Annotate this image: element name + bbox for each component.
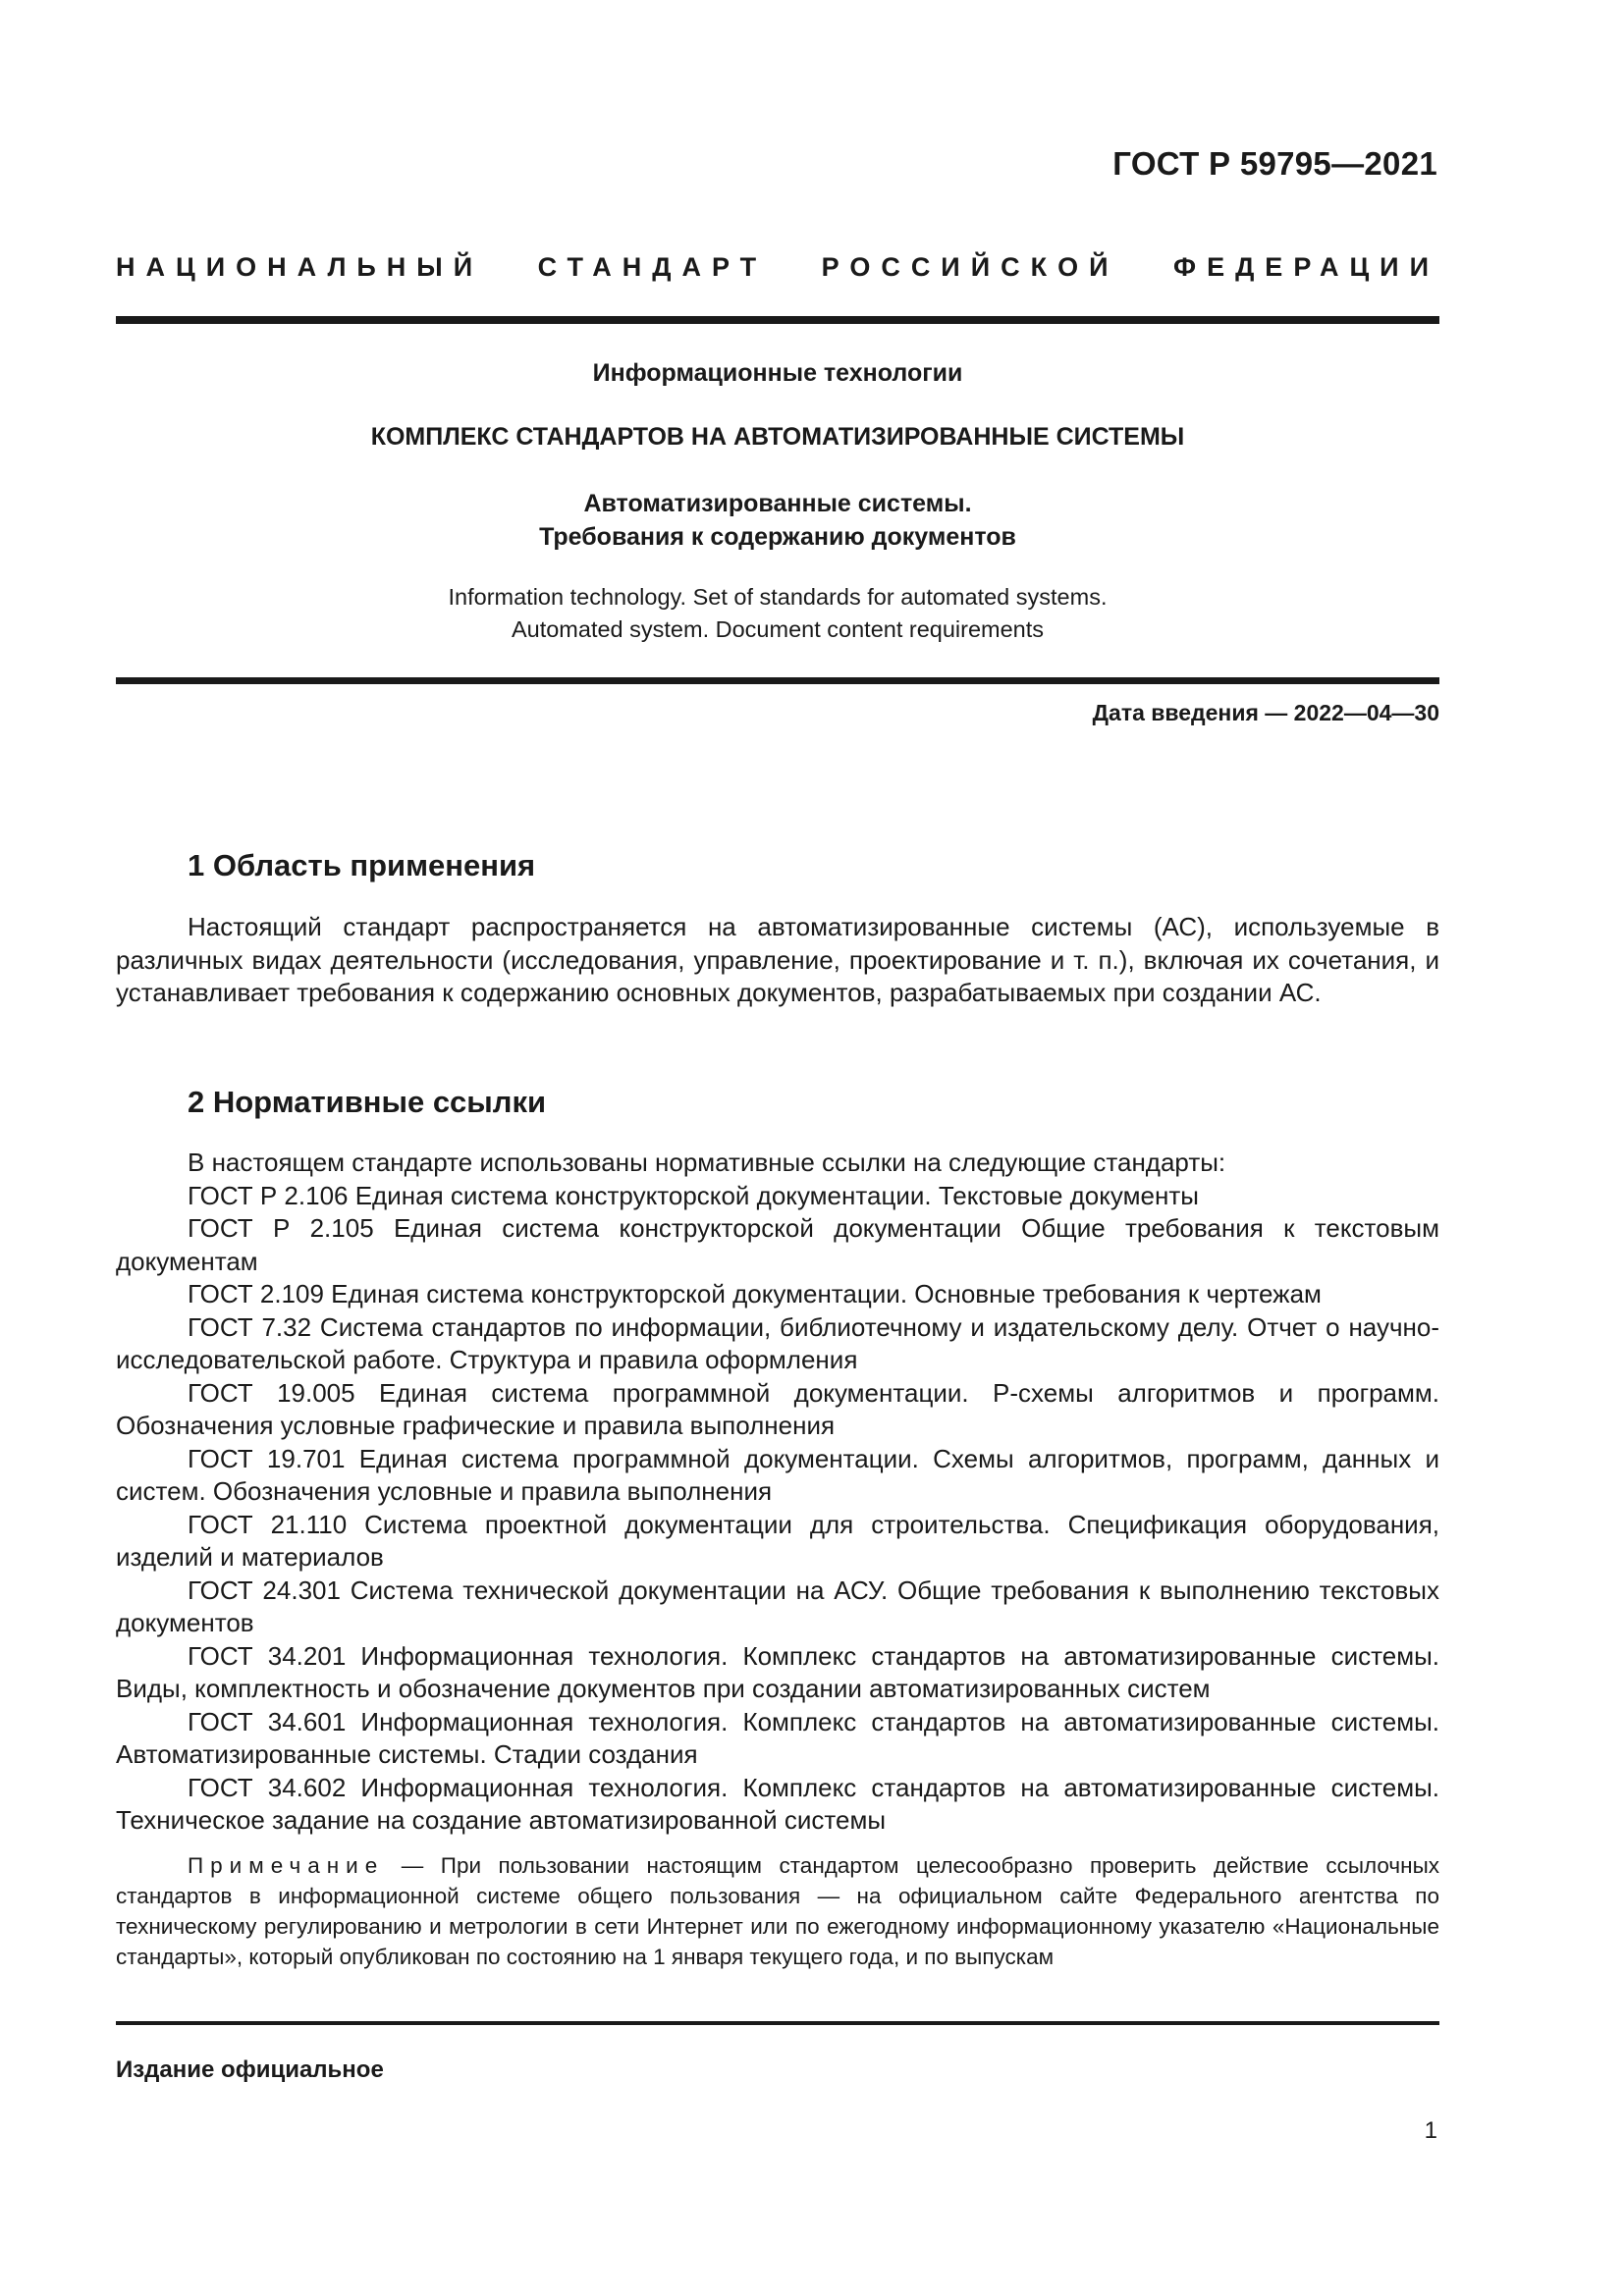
reference-item: ГОСТ 24.301 Система технической документации на АСУ. Общие требования к выполнению текстовых документов [116,1575,1439,1637]
reference-item: ГОСТ 34.602 Информационная технология. Комплекс стандартов на автоматизированные системы. Техническое задание на создание автоматизированной системы [116,1772,1439,1835]
document-title-en [116,581,1439,646]
section-1-heading: 1 Область применения [188,848,536,882]
note-label: Примечание [188,1853,385,1878]
note-paragraph [116,1850,1439,1972]
normative-references-list [116,1147,1439,1838]
official-edition-label: Издание официальное [116,2056,384,2083]
middle-rule [116,677,1439,684]
document-title-en-line2: Automated system. Document content requirements [511,616,1045,642]
reference-item: ГОСТ 34.201 Информационная технология. Комплекс стандартов на автоматизированные системы. Виды, комплектность и обозначение документов при создании автоматизированных систем [116,1640,1439,1703]
section-1-text: Настоящий стандарт распространяется на автоматизированные системы (АС), используемые в различных видах деятельности (исследования, управление, проектирование и т. п.), включая их сочетания, и устанавливает требования к содержанию основных документов, разрабатываемых при создании АС. [116,912,1439,1007]
references-intro: В настоящем стандарте использованы нормативные ссылки на следующие стандарты: [188,1148,1226,1177]
note-text: — При пользовании настоящим стандартом целесообразно проверить действие ссылочных стандартов в информационной системе общего пользования — на официальном сайте Федерального агентства по техническому регулированию и метрологии в сети Интернет или по ежегодному информационному указателю «Национальные стандарты», который опубликован по состоянию на 1 января текущего года, и по выпускам [116,1853,1439,1969]
footer-rule [116,2021,1439,2025]
reference-item: ГОСТ 2.109 Единая система конструкторской документации. Основные требования к чертежам [188,1279,1322,1308]
subject-title: Информационные технологии [592,359,963,387]
reference-item: ГОСТ Р 2.105 Единая система конструкторской документации Общие требования к текстовым документам [116,1213,1439,1276]
section-2-heading: 2 Нормативные ссылки [188,1085,547,1119]
document-title-ru-line1: Автоматизированные системы. [583,490,972,517]
reference-item: ГОСТ Р 2.106 Единая система конструкторской документации. Текстовые документы [188,1180,1199,1210]
document-number: ГОСТ Р 59795—2021 [1112,145,1437,182]
document-title-ru-line2: Требования к содержанию документов [539,523,1016,551]
page-number: 1 [1424,2117,1437,2144]
reference-item: ГОСТ 34.601 Информационная технология. Комплекс стандартов на автоматизированные системы. Автоматизированные системы. Стадии создания [116,1706,1439,1769]
introduction-date: Дата введения — 2022—04—30 [1092,700,1439,725]
reference-item: ГОСТ 19.701 Единая система программной документации. Схемы алгоритмов, программ, данных и систем. Обозначения условные и правила выполнения [116,1443,1439,1506]
national-standard-title: НАЦИОНАЛЬНЫЙ СТАНДАРТ РОССИЙСКОЙ ФЕДЕРАЦИИ [116,252,1439,282]
document-title-en-line1: Information technology. Set of standards for automated systems. [448,584,1108,610]
complex-title: КОМПЛЕКС СТАНДАРТОВ НА АВТОМАТИЗИРОВАННЫЕ СИСТЕМЫ [370,423,1185,451]
document-title-ru [116,487,1439,554]
reference-item: ГОСТ 7.32 Система стандартов по информации, библиотечному и издательскому делу. Отчет о научно-исследовательской работе. Структура и правила оформления [116,1311,1439,1374]
top-rule [116,316,1439,324]
reference-item: ГОСТ 19.005 Единая система программной документации. Р-схемы алгоритмов и программ. Обозначения условные графические и правила выполнения [116,1377,1439,1440]
reference-item: ГОСТ 21.110 Система проектной документации для строительства. Спецификация оборудования, изделий и материалов [116,1509,1439,1572]
